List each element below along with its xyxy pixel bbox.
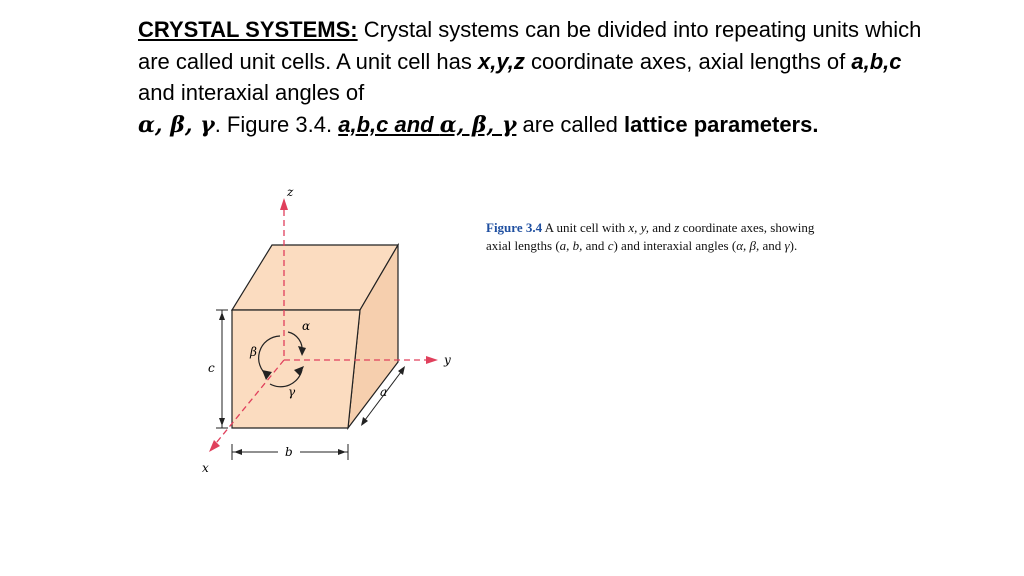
front-face	[232, 310, 360, 428]
z-axis-arrow	[280, 198, 288, 210]
a-label: a	[380, 385, 388, 399]
lattice-params-greek: α, β, γ	[439, 111, 517, 138]
a-dimension-arrow-top	[398, 366, 405, 375]
caption-text-3: coordinate axes, showing axial lengths (	[486, 220, 815, 253]
b-dimension-arrow-right	[338, 449, 346, 455]
caption-c: c	[607, 237, 614, 253]
caption-text-4: and	[582, 237, 608, 253]
a-dimension-arrow-bottom	[361, 417, 368, 426]
figure-number: Figure 3.4	[486, 220, 543, 235]
caption-greek: α, β,	[736, 237, 760, 253]
body-text-6: .	[812, 111, 819, 137]
body-text-4: . Figure 3.4.	[214, 111, 339, 137]
caption-text-1: A unit cell with	[542, 220, 629, 235]
body-text-2: coordinate axes, axial lengths of	[524, 48, 852, 74]
b-label: b	[285, 445, 293, 459]
caption-gamma: γ	[784, 237, 790, 253]
y-axis-label: y	[444, 353, 451, 367]
z-axis-label: z	[287, 185, 294, 199]
alpha-label: α	[302, 319, 311, 333]
beta-label: β	[250, 345, 257, 359]
y-axis-arrow	[426, 356, 438, 364]
x-axis-arrow	[209, 440, 220, 452]
coordinate-axes-term: x,y,z	[477, 48, 525, 74]
caption-ab: a, b,	[559, 237, 583, 253]
gamma-label: γ	[288, 385, 296, 399]
b-dimension-arrow-left	[234, 449, 242, 455]
caption-text-5: ) and interaxial angles (	[613, 237, 737, 253]
x-axis-label: x	[202, 461, 209, 475]
unit-cell-diagram	[190, 180, 470, 480]
caption-text-7: ).	[789, 237, 798, 253]
caption-xyz: x, y,	[628, 220, 649, 235]
body-text-1: Crystal systems can be divided into repeating units which are called unit cells. A unit cell has	[138, 17, 922, 74]
unit-cell-figure	[190, 180, 470, 480]
c-dimension-arrow-bottom	[219, 418, 225, 426]
lattice-parameters-term: lattice parameters	[624, 111, 813, 137]
body-text-3: and interaxial angles of	[138, 80, 365, 105]
figure-caption	[486, 219, 836, 254]
body-paragraph	[138, 14, 938, 141]
lattice-params-abc: a,b,c and	[338, 111, 440, 137]
interaxial-angles-term: α, β, γ	[138, 111, 215, 138]
c-dimension-arrow-top	[219, 312, 225, 320]
body-text-5: are called	[516, 111, 625, 137]
axial-lengths-term: a,b,c	[851, 48, 902, 74]
c-label: c	[208, 361, 215, 375]
caption-text-6: and	[759, 237, 785, 253]
section-heading: CRYSTAL SYSTEMS:	[138, 17, 358, 42]
caption-text-2: and	[648, 220, 675, 235]
caption-z: z	[674, 220, 680, 235]
